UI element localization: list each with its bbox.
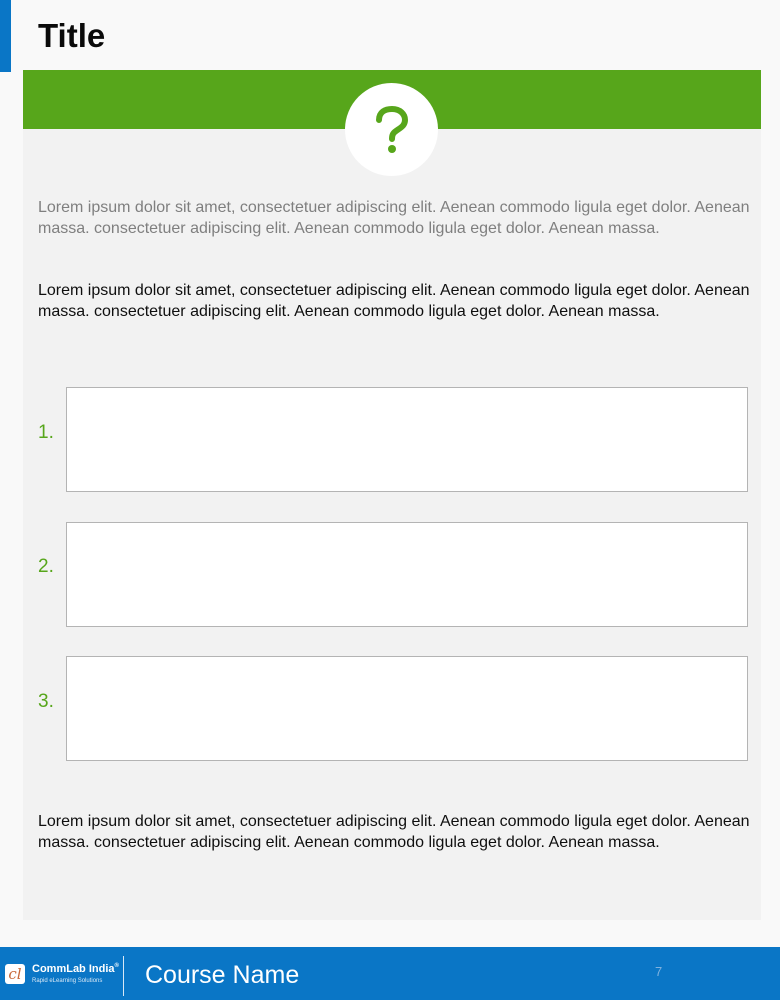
- brand-tagline: Rapid eLearning Solutions: [32, 978, 103, 984]
- question-mark-icon: [372, 106, 412, 154]
- footer-bar: [0, 947, 780, 1000]
- answer-box-3[interactable]: [66, 656, 748, 761]
- question-card: [23, 70, 761, 920]
- item-number-1: 1.: [38, 422, 54, 443]
- page-number: 7: [655, 964, 663, 979]
- item-number-3: 3.: [38, 691, 54, 712]
- brand-name-text: CommLab India: [32, 963, 115, 975]
- instruction-paragraph: Lorem ipsum dolor sit amet, consectetuer adipiscing elit. Aenean commodo ligula eget dolor. Aenean massa. consectetuer adipiscing elit. Aenean commodo ligula eget dolor. Aenean massa.: [38, 282, 750, 320]
- answer-box-2[interactable]: [66, 522, 748, 627]
- intro-paragraph: Lorem ipsum dolor sit amet, consectetuer adipiscing elit. Aenean commodo ligula eget dolor. Aenean massa. consectetuer adipiscing elit. Aenean commodo ligula eget dolor. Aenean massa.: [38, 199, 750, 237]
- page-title: Title: [38, 17, 106, 54]
- registered-mark: ®: [114, 963, 119, 969]
- answer-box-1[interactable]: [66, 387, 748, 492]
- question-badge: [345, 83, 438, 176]
- item-number-2: 2.: [38, 556, 54, 577]
- footer-divider: [123, 956, 124, 996]
- brand-name: [32, 963, 119, 975]
- cl-logo-icon: cl: [5, 964, 25, 984]
- title-accent-bar: [0, 0, 11, 72]
- course-name: Course Name: [145, 961, 300, 989]
- closing-paragraph: Lorem ipsum dolor sit amet, consectetuer adipiscing elit. Aenean commodo ligula eget dolor. Aenean massa. consectetuer adipiscing elit. Aenean commodo ligula eget dolor. Aenean massa.: [38, 813, 750, 851]
